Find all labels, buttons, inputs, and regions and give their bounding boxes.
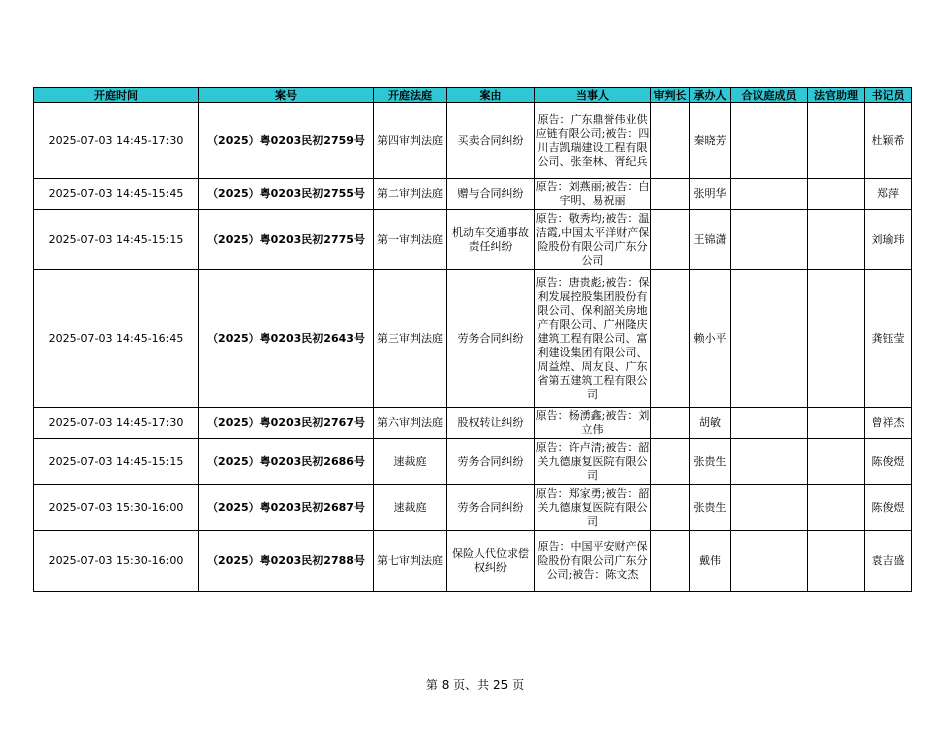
cell-court: 第六审判法庭	[374, 408, 447, 439]
header-assistant: 法官助理	[808, 88, 865, 103]
cell-assistant	[808, 408, 865, 439]
footer-total-pages: 25	[493, 678, 509, 692]
header-panel: 合议庭成员	[731, 88, 808, 103]
cell-handler: 胡敏	[690, 408, 731, 439]
header-reason: 案由	[447, 88, 535, 103]
cell-court: 第四审判法庭	[374, 103, 447, 179]
cell-handler: 秦晓芳	[690, 103, 731, 179]
footer-suffix: 页	[508, 678, 525, 692]
cell-handler: 王锦潇	[690, 210, 731, 270]
cell-clerk: 陈俊煜	[865, 485, 912, 531]
cell-panel	[731, 408, 808, 439]
header-clerk: 书记员	[865, 88, 912, 103]
header-chief-judge: 审判长	[651, 88, 690, 103]
cell-panel	[731, 103, 808, 179]
cell-clerk: 袁吉盛	[865, 531, 912, 592]
header-court: 开庭法庭	[374, 88, 447, 103]
cell-case-no: （2025）粤0203民初2643号	[199, 270, 374, 408]
table-row	[34, 531, 912, 592]
hearing-schedule-table	[33, 87, 912, 592]
cell-reason: 劳务合同纠纷	[447, 270, 535, 408]
footer-middle: 页、共	[449, 678, 493, 692]
cell-assistant	[808, 531, 865, 592]
cell-chief-judge	[651, 439, 690, 485]
cell-parties: 原告：唐贵彪;被告：保利发展控股集团股份有限公司、保利韶关房地产有限公司、广州隆庆建筑工程有限公司、富利建设集团有限公司、周益煌、周友良、广东省第五建筑工程有限公司	[535, 270, 651, 408]
cell-parties: 原告：郑家勇;被告：韶关九德康复医院有限公司	[535, 485, 651, 531]
cell-time: 2025-07-03 14:45-15:15	[34, 210, 199, 270]
footer-page-number: 8	[441, 678, 450, 692]
cell-court: 第三审判法庭	[374, 270, 447, 408]
footer-prefix: 第	[425, 678, 442, 692]
cell-reason: 赠与合同纠纷	[447, 179, 535, 210]
cell-handler: 赖小平	[690, 270, 731, 408]
cell-assistant	[808, 103, 865, 179]
table-row	[34, 408, 912, 439]
cell-handler: 张贵生	[690, 485, 731, 531]
cell-time: 2025-07-03 14:45-16:45	[34, 270, 199, 408]
cell-chief-judge	[651, 270, 690, 408]
table-row	[34, 270, 912, 408]
cell-assistant	[808, 270, 865, 408]
table-row	[34, 103, 912, 179]
cell-chief-judge	[651, 531, 690, 592]
cell-parties: 原告：杨湧鑫;被告：刘立伟	[535, 408, 651, 439]
cell-panel	[731, 270, 808, 408]
cell-time: 2025-07-03 14:45-17:30	[34, 408, 199, 439]
cell-reason: 股权转让纠纷	[447, 408, 535, 439]
table-row	[34, 439, 912, 485]
page-footer	[0, 676, 950, 693]
cell-chief-judge	[651, 485, 690, 531]
cell-assistant	[808, 210, 865, 270]
header-parties: 当事人	[535, 88, 651, 103]
cell-clerk: 郑萍	[865, 179, 912, 210]
header-case-no: 案号	[199, 88, 374, 103]
cell-panel	[731, 531, 808, 592]
cell-parties: 原告：敬秀均;被告：温洁霞,中国太平洋财产保险股份有限公司广东分公司	[535, 210, 651, 270]
table-row	[34, 485, 912, 531]
cell-assistant	[808, 439, 865, 485]
cell-chief-judge	[651, 408, 690, 439]
cell-case-no: （2025）粤0203民初2687号	[199, 485, 374, 531]
cell-reason: 劳务合同纠纷	[447, 485, 535, 531]
cell-time: 2025-07-03 15:30-16:00	[34, 531, 199, 592]
cell-panel	[731, 179, 808, 210]
cell-time: 2025-07-03 14:45-15:15	[34, 439, 199, 485]
cell-clerk: 龚钰莹	[865, 270, 912, 408]
cell-case-no: （2025）粤0203民初2788号	[199, 531, 374, 592]
cell-case-no: （2025）粤0203民初2686号	[199, 439, 374, 485]
cell-reason: 劳务合同纠纷	[447, 439, 535, 485]
cell-assistant	[808, 179, 865, 210]
table-row	[34, 179, 912, 210]
cell-chief-judge	[651, 210, 690, 270]
cell-panel	[731, 485, 808, 531]
cell-time: 2025-07-03 14:45-17:30	[34, 103, 199, 179]
cell-panel	[731, 439, 808, 485]
cell-handler: 张贵生	[690, 439, 731, 485]
header-row	[34, 88, 912, 103]
cell-parties: 原告：刘燕丽;被告：白宇明、易祝丽	[535, 179, 651, 210]
cell-case-no: （2025）粤0203民初2755号	[199, 179, 374, 210]
cell-case-no: （2025）粤0203民初2767号	[199, 408, 374, 439]
cell-chief-judge	[651, 179, 690, 210]
cell-clerk: 杜颖希	[865, 103, 912, 179]
cell-parties: 原告：广东鼎誉伟业供应链有限公司;被告：四川吉凯瑞建设工程有限公司、张奎林、胥纪兵	[535, 103, 651, 179]
cell-reason: 机动车交通事故责任纠纷	[447, 210, 535, 270]
cell-reason: 保险人代位求偿权纠纷	[447, 531, 535, 592]
cell-court: 速裁庭	[374, 485, 447, 531]
cell-clerk: 陈俊煜	[865, 439, 912, 485]
table-row	[34, 210, 912, 270]
cell-time: 2025-07-03 14:45-15:45	[34, 179, 199, 210]
cell-case-no: （2025）粤0203民初2775号	[199, 210, 374, 270]
cell-clerk: 曾祥杰	[865, 408, 912, 439]
cell-handler: 张明华	[690, 179, 731, 210]
cell-assistant	[808, 485, 865, 531]
cell-handler: 戴伟	[690, 531, 731, 592]
cell-court: 速裁庭	[374, 439, 447, 485]
cell-parties: 原告：中国平安财产保险股份有限公司广东分公司;被告：陈文杰	[535, 531, 651, 592]
cell-court: 第一审判法庭	[374, 210, 447, 270]
cell-reason: 买卖合同纠纷	[447, 103, 535, 179]
cell-court: 第七审判法庭	[374, 531, 447, 592]
cell-clerk: 刘瑜玮	[865, 210, 912, 270]
header-handler: 承办人	[690, 88, 731, 103]
cell-chief-judge	[651, 103, 690, 179]
cell-time: 2025-07-03 15:30-16:00	[34, 485, 199, 531]
cell-case-no: （2025）粤0203民初2759号	[199, 103, 374, 179]
header-time: 开庭时间	[34, 88, 199, 103]
cell-court: 第二审判法庭	[374, 179, 447, 210]
cell-parties: 原告：许卢清;被告：韶关九德康复医院有限公司	[535, 439, 651, 485]
cell-panel	[731, 210, 808, 270]
